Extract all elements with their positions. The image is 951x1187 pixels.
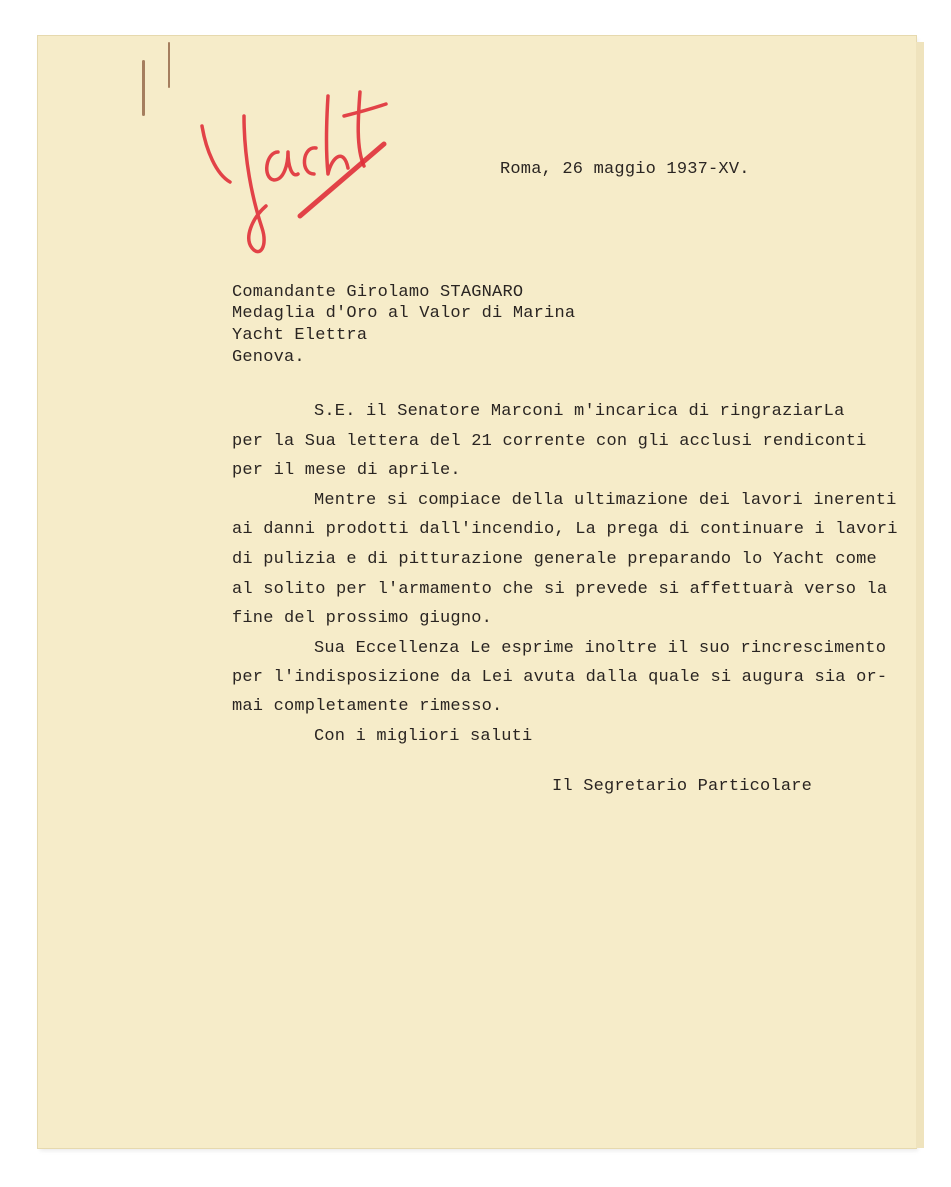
body-line: al solito per l'armamento che si prevede si affettuarà verso la xyxy=(232,580,888,599)
body-line: ai danni prodotti dall'incendio, La prega di continuare i lavori xyxy=(232,520,898,539)
staple-mark xyxy=(142,60,145,116)
recipient-vessel: Yacht Elettra xyxy=(232,326,368,345)
closing-line: Con i migliori saluti xyxy=(314,727,533,746)
recipient-city: Genova. xyxy=(232,348,305,367)
handwritten-annotation xyxy=(192,78,392,268)
body-line: per il mese di aprile. xyxy=(232,461,461,480)
recipient-honor: Medaglia d'Oro al Valor di Marina xyxy=(232,304,576,323)
body-line: Mentre si compiace della ultimazione dei lavori inerenti xyxy=(314,491,897,510)
body-line: fine del prossimo giugno. xyxy=(232,609,493,628)
body-line: S.E. il Senatore Marconi m'incarica di ringraziarLa xyxy=(314,402,845,421)
body-line: di pulizia e di pitturazione generale preparando lo Yacht come xyxy=(232,550,877,569)
signature-line: Il Segretario Particolare xyxy=(552,777,813,796)
sheet-edge xyxy=(916,42,924,1148)
date-line: Roma, 26 maggio 1937-XV. xyxy=(500,160,750,179)
body-line: mai completamente rimesso. xyxy=(232,697,503,716)
staple-mark xyxy=(168,42,170,88)
body-line: Sua Eccellenza Le esprime inoltre il suo rincrescimento xyxy=(314,639,887,658)
recipient-name: Comandante Girolamo STAGNARO xyxy=(232,283,524,302)
annotation-drawing xyxy=(192,78,392,268)
body-line: per l'indisposizione da Lei avuta dalla quale si augura sia or- xyxy=(232,668,888,687)
body-line: per la Sua lettera del 21 corrente con gli acclusi rendiconti xyxy=(232,432,867,451)
